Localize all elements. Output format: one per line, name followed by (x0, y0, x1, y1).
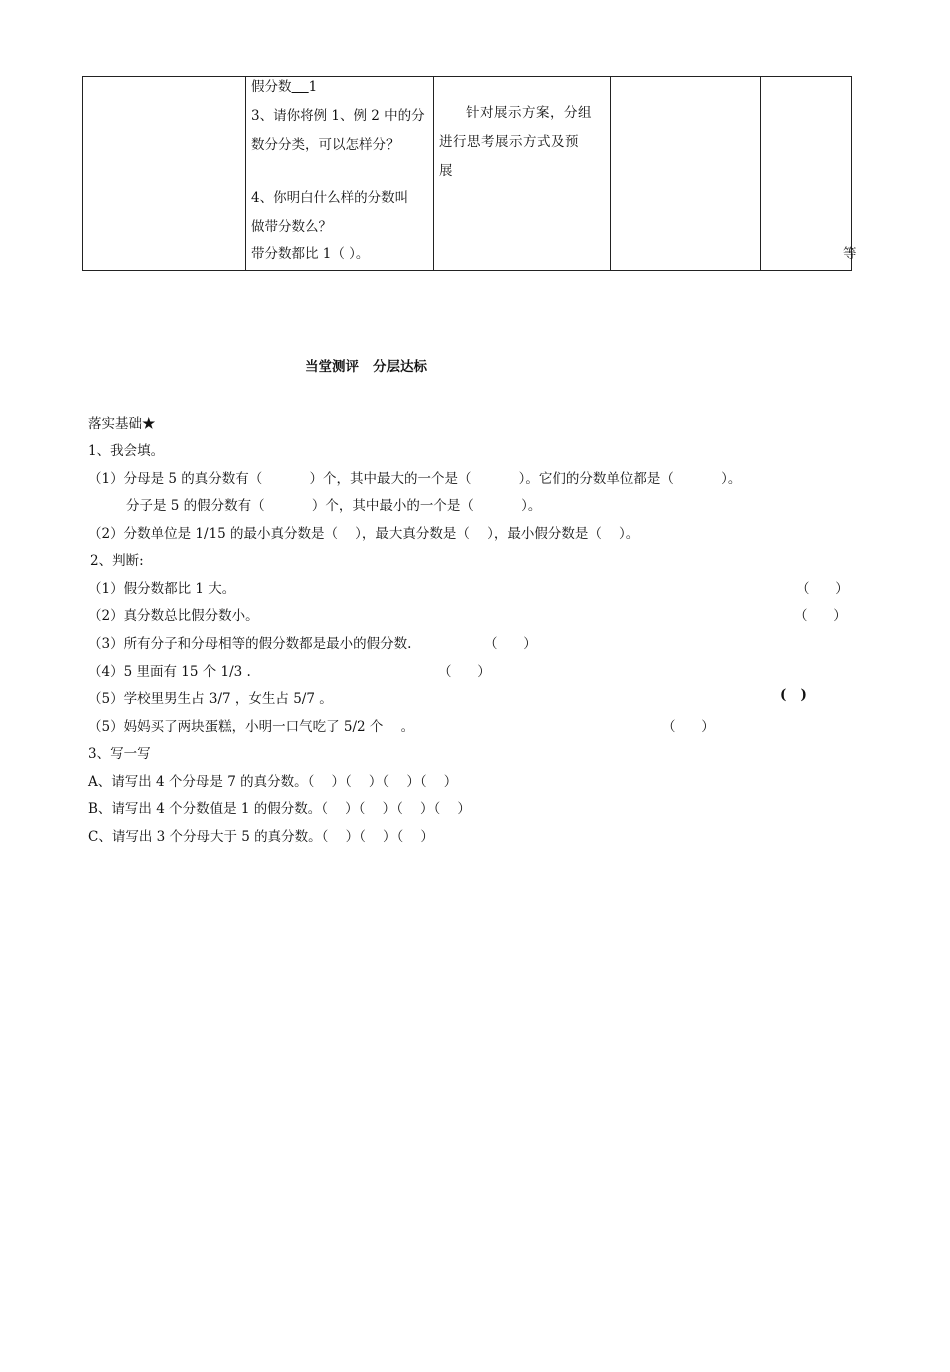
table-column-divider (610, 77, 611, 270)
table-column-divider (245, 77, 246, 270)
cell-line: 做带分数么？ (251, 219, 332, 235)
overflow-text: 等 (843, 246, 857, 262)
cell-line: 展 (439, 163, 453, 179)
question-1-title: 1、我会填。 (88, 443, 165, 459)
judge-answer-bracket[interactable]: （ ） (794, 608, 847, 624)
table-cell-student-activity (251, 73, 431, 267)
question-1-item-1: （1）分母是 5 的真分数有（ ）个，其中最大的一个是（ ）。它们的分数单位都是（ ）。 (88, 471, 742, 487)
cell-line: 针对展示方案，分组 (466, 105, 592, 121)
cell-line: 假分数 1 (251, 79, 318, 95)
cell-line: 3、请你将例 1、例 2 中的分 (251, 108, 425, 124)
question-3-title: 3、写一写 (88, 746, 151, 762)
base-label: 落实基础★ (88, 416, 156, 432)
spacer (251, 160, 431, 184)
table-column-divider (760, 77, 761, 270)
write-item: B、请写出 4 个分数值是 1 的假分数。（ ）（ ）（ ）（ ） (88, 801, 471, 817)
write-item: C、请写出 3 个分母大于 5 的真分数。（ ）（ ）（ ） (88, 829, 434, 845)
judge-answer-bracket[interactable]: ( ) (780, 687, 807, 703)
judge-answer-bracket[interactable]: （ ） (796, 581, 849, 597)
judge-item: （5）妈妈买了两块蛋糕，小明一口气吃了 5/2 个 。 (88, 719, 415, 735)
judge-item: （2）真分数总比假分数小。 (88, 608, 259, 624)
write-item: A、请写出 4 个分母是 7 的真分数。（ ）（ ）（ ）（ ） (88, 774, 458, 790)
judge-answer-bracket[interactable]: （ ） (662, 719, 715, 735)
cell-line: 带分数都比 1（ ）。 (251, 246, 370, 262)
judge-answer-bracket[interactable]: （ ） (484, 636, 537, 652)
judge-item: （5）学校里男生占 3/7 ，女生占 5/7 。 (88, 691, 333, 707)
lesson-table (82, 76, 852, 271)
question-2-title: 2、判断: (90, 553, 144, 569)
table-column-divider (433, 77, 434, 270)
judge-item: （4）5 里面有 15 个 1/3 . (88, 664, 251, 680)
question-1-item-1b: 分子是 5 的假分数有（ ）个，其中最小的一个是（ ）。 (126, 498, 542, 514)
judge-item: （3）所有分子和分母相等的假分数都是最小的假分数. (88, 636, 412, 652)
question-1-item-2: （2）分数单位是 1/15 的最小真分数是（ ），最大真分数是（ ），最小假分数是（ ）。 (88, 526, 640, 542)
cell-line: 进行思考展示方式及预 (439, 134, 579, 150)
cell-line: 数分分类，可以怎样分？ (251, 137, 400, 153)
judge-answer-bracket[interactable]: （ ） (438, 664, 491, 680)
cell-line: 4、你明白什么样的分数叫 (251, 190, 409, 206)
section-heading: 当堂测评 分层达标 (305, 359, 427, 375)
table-cell-teacher-plan (439, 99, 605, 186)
answer-blank (292, 79, 309, 95)
judge-item: （1）假分数都比 1 大。 (88, 581, 236, 597)
